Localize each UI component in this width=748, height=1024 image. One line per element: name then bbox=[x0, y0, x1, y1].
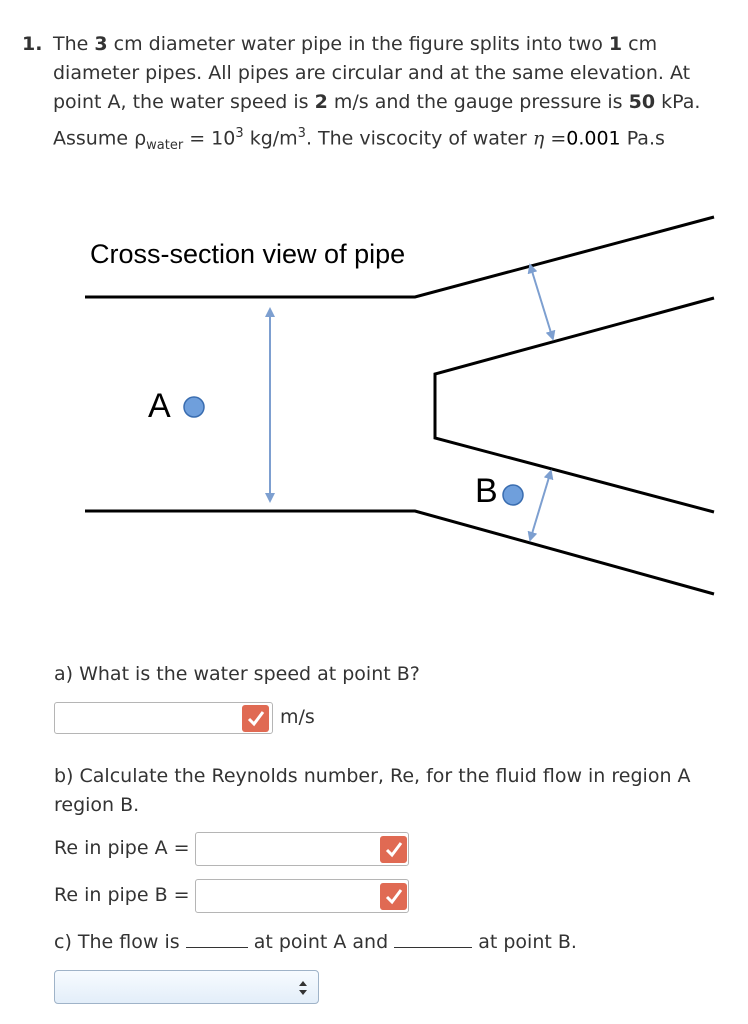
pressure-a-value: 50 bbox=[628, 91, 656, 113]
problem-line-1: 1. The 3 cm diameter water pipe in the figure splits into two 1 cm bbox=[22, 30, 732, 59]
speed-b-input[interactable] bbox=[54, 702, 273, 734]
speed-unit: m/s bbox=[280, 706, 315, 728]
speed-b-check-icon bbox=[242, 705, 269, 732]
viscosity-value: 0.001 bbox=[566, 127, 621, 150]
re-b-label: Re in pipe B = bbox=[54, 884, 190, 906]
problem-line-3: point A, the water speed is 2 m/s and the gauge pressure is 50 kPa. bbox=[53, 91, 701, 113]
point-a-marker bbox=[184, 397, 204, 417]
blank-a bbox=[186, 947, 248, 948]
problem-line-4: Assume $\rho_{water} = 10^3$ $kg/m^3$. The viscocity of water η =0.001 Pa.s bbox=[53, 126, 665, 154]
upper-branch-diameter-arrow bbox=[531, 268, 552, 336]
point-b-marker bbox=[503, 485, 523, 505]
flow-type-select[interactable] bbox=[54, 970, 319, 1004]
pipe-bottom-wall bbox=[85, 511, 714, 594]
problem-number: 1. bbox=[22, 33, 43, 55]
part-a-question: a) What is the water speed at point B? bbox=[54, 663, 420, 685]
re-b-input[interactable] bbox=[195, 879, 409, 913]
re-a-label: Re in pipe A = bbox=[54, 837, 190, 859]
point-a-label: A bbox=[148, 387, 171, 425]
point-b-label: B bbox=[475, 472, 498, 510]
re-b-check-icon bbox=[380, 883, 407, 910]
eta-symbol: η bbox=[532, 127, 545, 150]
branch-diameter-value: 1 bbox=[608, 33, 623, 55]
problem-line-2: diameter pipes. All pipes are circular and at the same elevation. At bbox=[53, 62, 691, 84]
lower-branch-diameter-arrow bbox=[531, 474, 550, 537]
figure-title: Cross-section view of pipe bbox=[90, 239, 406, 269]
part-b-question: b) Calculate the Reynolds number, Re, for the fluid flow in region A region B. bbox=[54, 765, 691, 816]
speed-a-value: 2 bbox=[314, 91, 328, 113]
pipe-diameter-value: 3 bbox=[94, 33, 108, 55]
part-c-question: c) The flow is at point A and at point B. bbox=[54, 931, 577, 953]
blank-b bbox=[394, 947, 472, 948]
re-a-input[interactable] bbox=[195, 832, 409, 866]
select-updown-icon bbox=[298, 980, 308, 996]
re-a-check-icon bbox=[380, 836, 407, 863]
